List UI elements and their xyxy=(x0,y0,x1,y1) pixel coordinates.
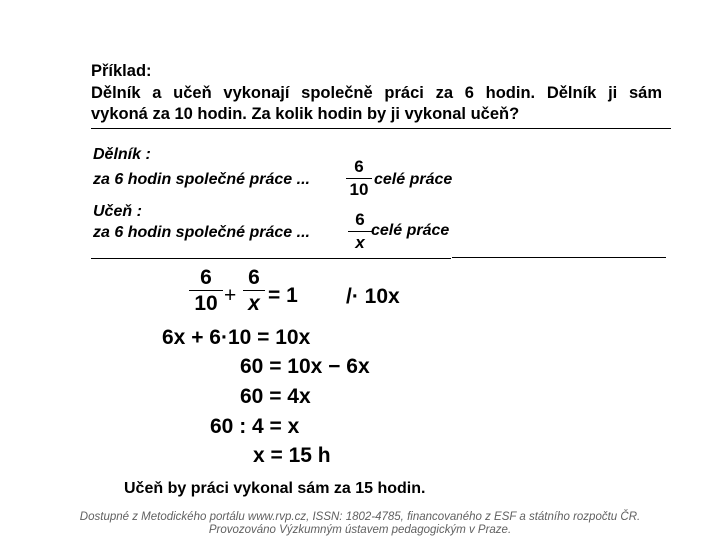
equation-fraction-1-numerator: 6 xyxy=(200,266,212,289)
equation-fraction-2-denominator: x xyxy=(248,292,260,315)
fraction-bar xyxy=(243,290,265,291)
equation-step-5: x = 15 h xyxy=(253,444,331,467)
fraction-bar xyxy=(346,178,372,179)
worker-left-text: za 6 hodin společné práce ... xyxy=(93,171,310,188)
divider-middle-left xyxy=(91,258,451,259)
apprentice-right-text: celé práce xyxy=(371,222,450,239)
worker-fraction-numerator: 6 xyxy=(354,157,364,176)
worker-right-text: celé práce xyxy=(374,171,453,188)
footer-line-1: Dostupné z Metodického portálu www.rvp.cz, ISSN: 1802-4785, financovaného z ESF a státního rozpočtu ČR. xyxy=(79,511,641,523)
equals-one: = 1 xyxy=(268,284,298,307)
equation-fraction-1-denominator: 10 xyxy=(194,292,218,315)
equation-step-1: 6x + 6·10 = 10x xyxy=(162,326,311,349)
equation-step-4: 60 : 4 = x xyxy=(210,415,300,438)
worker-fraction xyxy=(346,158,372,199)
divider-top xyxy=(91,128,671,129)
worker-fraction-denominator: 10 xyxy=(349,180,369,199)
apprentice-fraction-denominator: x xyxy=(355,233,365,252)
plus-sign: + xyxy=(224,284,237,307)
problem-statement xyxy=(91,61,662,126)
equation-fraction-2-numerator: 6 xyxy=(248,266,260,289)
problem-label: Příklad: xyxy=(91,62,152,80)
worker-heading: Dělník : xyxy=(93,146,151,163)
equation-fraction-2 xyxy=(243,266,265,315)
apprentice-heading: Učeň : xyxy=(93,203,142,220)
equation-step-3: 60 = 4x xyxy=(240,385,311,408)
problem-text-line-1: Dělník a učeň vykonají společně práci za 6 hodin. Dělník ji sám xyxy=(91,83,662,102)
divider-middle-right xyxy=(452,257,666,258)
apprentice-fraction-numerator: 6 xyxy=(355,210,365,229)
equation-fraction-1 xyxy=(189,266,223,315)
multiplier-note: /· 10x xyxy=(346,285,400,308)
answer-text: Učeň by práci vykonal sám za 15 hodin. xyxy=(124,480,426,497)
fraction-bar xyxy=(348,231,372,232)
fraction-bar xyxy=(189,290,223,291)
apprentice-fraction xyxy=(348,211,372,252)
apprentice-left-text: za 6 hodin společné práce ... xyxy=(93,224,310,241)
footer-line-2: Provozováno Výzkumným ústavem pedagogickým v Praze. xyxy=(208,524,512,536)
problem-text-line-2: vykoná za 10 hodin. Za kolik hodin by ji vykonal učeň? xyxy=(91,105,520,123)
equation-step-2: 60 = 10x − 6x xyxy=(240,355,370,378)
